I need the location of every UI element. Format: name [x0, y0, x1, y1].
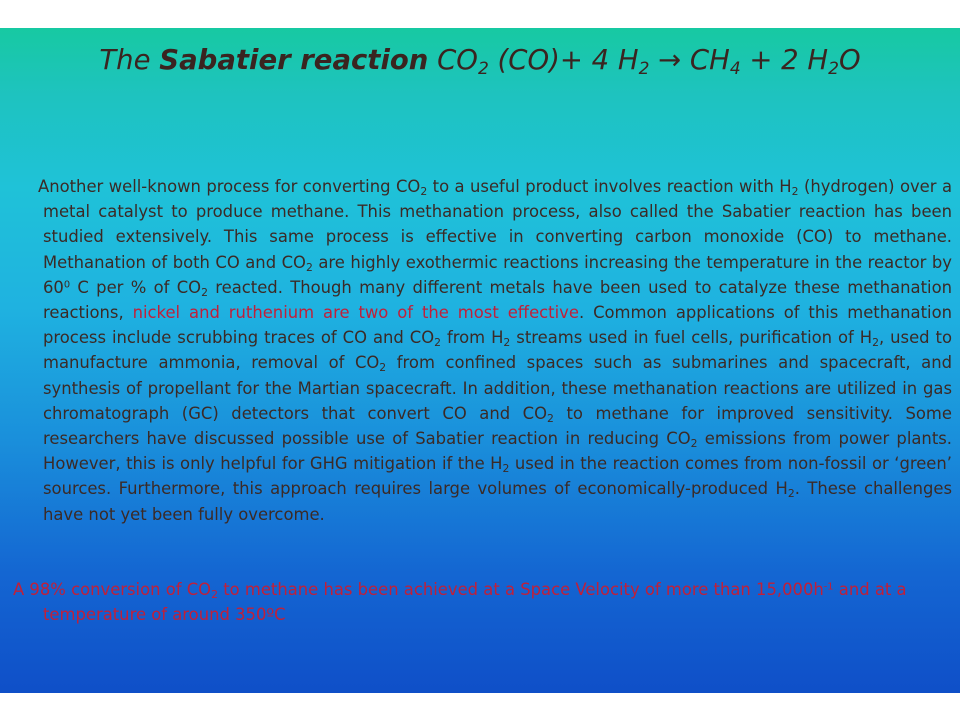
conversion-note: A 98% conversion of $CO_2$ to methane has been achieved at a Space Velocity of more than $15,000h^{-1}$ and at a temperature of around 350ºC: [13, 580, 907, 624]
slide-title: The Sabatier reaction $CO_2$ (CO)+ 4 $H_2 \to CH_4 + 2$ $H_2O$: [99, 44, 861, 79]
body-paragraph: Another well-known process for converting $CO_2$ to a useful product involves reaction with $H_2$ (hydrogen) over a metal catalyst to produce methane. This methanation process, also called the Sabatier reaction has been studied extensively. This same process is effective in converting carbon monoxide (CO) to methane. Methanation of both CO and $CO_2$ are highly exothermic reactions increasing the temperature in the reactor by $60^0$ C per % of $CO_2$ reacted. Though many different metals have been used to catalyze these methanation reactions, nickel and ruthenium are two of the most effective. Common applications of this methanation process include scrubbing traces of CO and $CO_2$ from $H_2$ streams used in fuel cells, purification of $H_2$, used to manufacture ammonia, removal of $CO_2$ from confined spaces such as submarines and spacecraft, and synthesis of propellant for the Martian spacecraft. In addition, these methanation reactions are utilized in gas chromatograph (GC) detectors that convert CO and $CO_2$ to methane for improved sensitivity. Some researchers have discussed possible use of Sabatier reaction in reducing $CO_2$ emissions from power plants. However, this is only helpful for GHG mitigation if the $H_2$ used in the reaction comes from non-fossil or ‘green’ sources. Furthermore, this approach requires large volumes of economically-produced $H_2$. These challenges have not yet been fully overcome.: [38, 177, 952, 524]
title-emphasis: Sabatier reaction: [159, 44, 429, 76]
highlighted-text: nickel and ruthenium are two of the most effective: [132, 303, 579, 323]
